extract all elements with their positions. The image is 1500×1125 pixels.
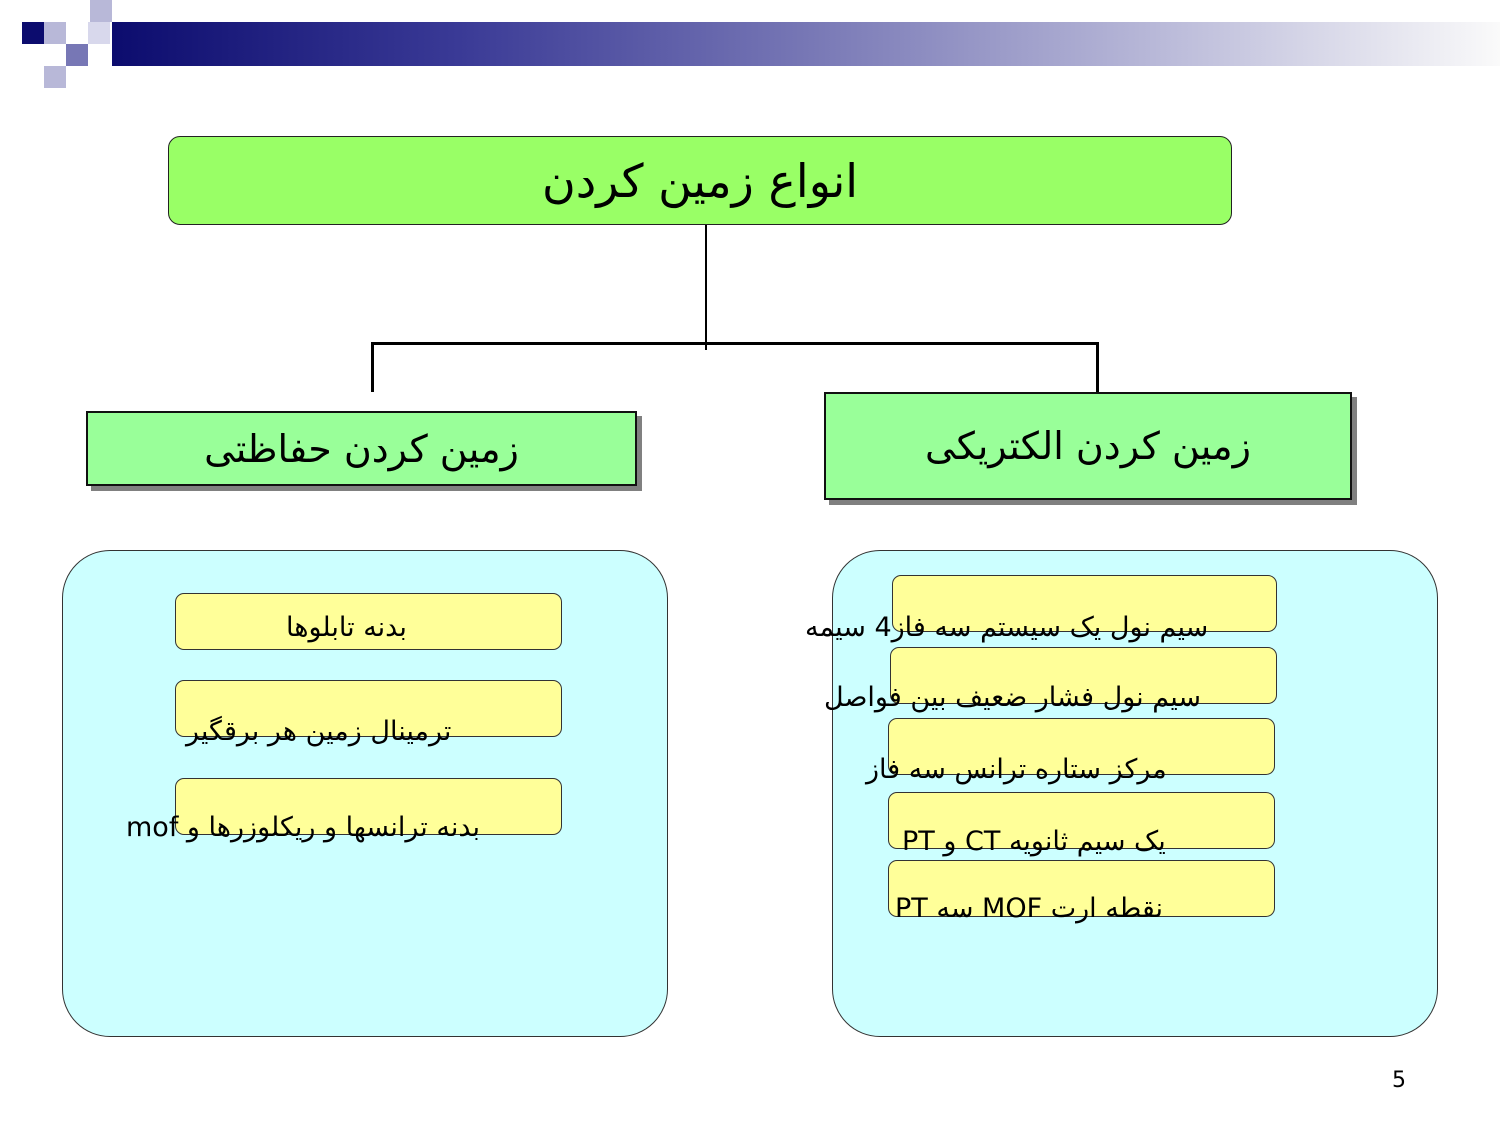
page-number: 5 xyxy=(1392,1068,1406,1093)
header-gradient-bar xyxy=(112,22,1500,66)
protective-item-transformer-bodies: بدنه ترانسها و ریکلوزرها و mof xyxy=(126,812,481,843)
protective-item-arrester-terminal: ترمینال زمین هر برقگیر xyxy=(186,716,452,747)
connector-trunk xyxy=(705,225,707,350)
category-label-protective: زمین کردن حفاظتی xyxy=(204,426,519,471)
connector-right-drop xyxy=(1096,342,1099,392)
connector-horizontal xyxy=(372,342,1099,345)
electrical-item-neutral-3phase: سیم نول یک سیستم سه فاز4 سیمه xyxy=(805,612,1209,643)
category-label-electrical: زمین کردن الکتریکی xyxy=(925,424,1251,468)
header-square-mid xyxy=(66,44,88,66)
protective-item-panel-bodies: بدنه تابلوها xyxy=(286,612,407,643)
category-box-electrical xyxy=(824,392,1352,500)
header-square-light xyxy=(90,0,112,22)
header-square-dark xyxy=(22,22,44,44)
category-box-protective xyxy=(86,411,637,486)
electrical-item-lv-neutral: سیم نول فشار ضعیف بین فواصل xyxy=(824,682,1201,713)
diagram-title: انواع زمین کردن xyxy=(541,153,859,208)
electrical-item-star-point: مرکز ستاره ترانس سه فاز xyxy=(866,754,1167,785)
header-square-pale xyxy=(88,22,110,44)
electrical-item-mof-earth: نقطه ارت MOF سه PT xyxy=(895,893,1164,924)
header-square-light xyxy=(44,22,66,44)
header-square-light xyxy=(44,66,66,88)
diagram-title-box xyxy=(168,136,1232,225)
electrical-item-ct-pt-secondary: یک سیم ثانویه CT و PT xyxy=(902,826,1166,857)
connector-left-drop xyxy=(371,342,374,392)
